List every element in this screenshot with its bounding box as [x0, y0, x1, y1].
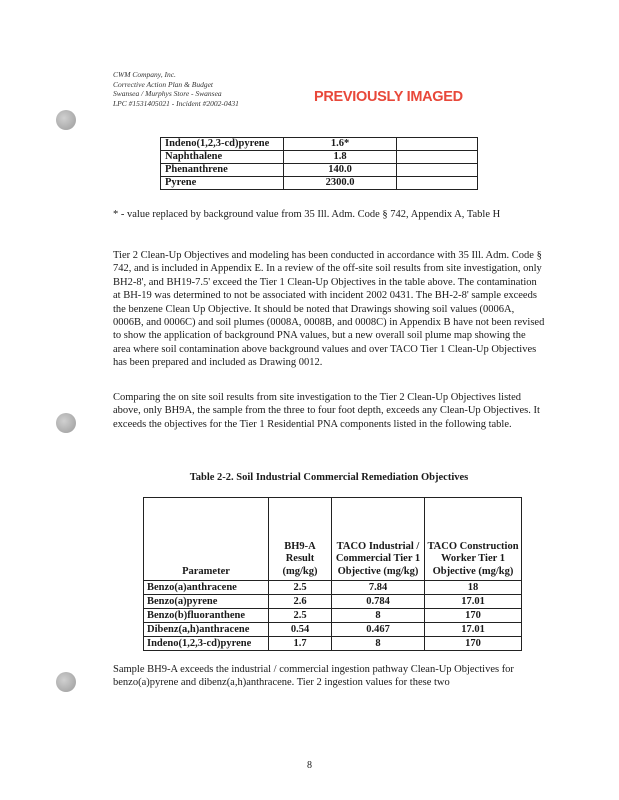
- table-cell: 140.0: [284, 164, 397, 177]
- table-cell: Indeno(1,2,3-cd)pyrene: [161, 138, 284, 151]
- table-cell: 7.84: [332, 581, 425, 595]
- table-cell: Benzo(a)anthracene: [144, 581, 269, 595]
- table-cell: 0.54: [269, 623, 332, 637]
- table-cell: Dibenz(a,h)anthracene: [144, 623, 269, 637]
- page-number: 8: [307, 760, 312, 771]
- table-row: [144, 595, 522, 609]
- table-row: [144, 581, 522, 595]
- pna-values-table: [160, 137, 478, 190]
- table-cell: 2300.0: [284, 177, 397, 190]
- paragraph-exceedance: Sample BH9-A exceeds the industrial / commercial ingestion pathway Clean-Up Objectives for benzo(a)pyrene and dibenz(a,h)anthracene. Tier 2 ingestion values for these two: [113, 664, 514, 689]
- table-cell: [397, 164, 478, 177]
- table-row: [144, 609, 522, 623]
- table-cell: Phenanthrene: [161, 164, 284, 177]
- table-cell: 2.6: [269, 595, 332, 609]
- remediation-objectives-table: [143, 497, 522, 651]
- table-cell: [397, 177, 478, 190]
- column-header-result: BH9-A Result (mg/kg): [269, 498, 332, 581]
- table-row: [144, 623, 522, 637]
- table-cell: 170: [425, 609, 522, 623]
- table-cell: [397, 138, 478, 151]
- header-line: LPC #1531405021 - Incident #2002-0431: [113, 98, 239, 108]
- paragraph-tier2-objectives: Tier 2 Clean-Up Objectives and modeling has been conducted in accordance with 35 Ill. Adm. Code § 742, and is included in Appendix E. In a review of the off-site soil results from site investigation, only BH2-8', and BH19-7.5' exceed the Tier 1 Clean-Up Objectives in the table above. The contamination at BH-19 was determined to not be associated with incident 2002 0431. The BH-2-8' sample exceeds the benzene Clean Up Objective. It should be noted that Drawings showing soil values (0006A, 0006B, and 0006C) and soil plumes (0008A, 0008B, and 0008C) in Appendix B have not been revised to show the application of background PNA values, but a new overall soil plume map showing the area where soil contamination above background values and over TACO Tier 1 Clean-Up Objectives has been prepared and included as Drawing 0012.: [113, 250, 545, 369]
- header-line: Corrective Action Plan & Budget: [113, 79, 213, 89]
- table-cell: 8: [332, 609, 425, 623]
- table-row: [144, 637, 522, 651]
- punch-hole-top: [56, 110, 76, 130]
- table-cell: 1.6*: [284, 138, 397, 151]
- table-cell: 0.784: [332, 595, 425, 609]
- previously-imaged-stamp: PREVIOUSLY IMAGED: [314, 89, 463, 105]
- header-line: Swansea / Murphys Store - Swansea: [113, 89, 222, 98]
- table-caption: Table 2-2. Soil Industrial Commercial Remediation Objectives: [189, 472, 469, 483]
- column-header-industrial: TACO Industrial / Commercial Tier 1 Objective (mg/kg): [332, 498, 425, 581]
- table-cell: Benzo(a)pyrene: [144, 595, 269, 609]
- table-cell: Indeno(1,2,3-cd)pyrene: [144, 637, 269, 651]
- table-cell: Pyrene: [161, 177, 284, 190]
- table-cell: 8: [332, 637, 425, 651]
- table-cell: 1.8: [284, 151, 397, 164]
- table-cell: 1.7: [269, 637, 332, 651]
- table-cell: Naphthalene: [161, 151, 284, 164]
- table-row: [161, 151, 478, 164]
- table-header-row: [144, 498, 522, 581]
- table-row: [161, 164, 478, 177]
- table-cell: 17.01: [425, 595, 522, 609]
- footnote: * - value replaced by background value from 35 Ill. Adm. Code § 742, Appendix A, Table H: [113, 209, 501, 220]
- table-cell: 2.5: [269, 581, 332, 595]
- table-row: [161, 138, 478, 151]
- table-cell: 0.467: [332, 623, 425, 637]
- header-line: CWM Company, Inc.: [113, 70, 176, 79]
- table-cell: 17.01: [425, 623, 522, 637]
- paragraph-onsite-comparison: Comparing the on site soil results from site investigation to the Tier 2 Clean-Up Objectives listed above, only BH9A, the sample from the three to four foot depth, exceeds any Clean-Up Objectives. It exceeds the objectives for the Tier 1 Residential PNA components listed in the following table.: [113, 392, 540, 430]
- punch-hole-middle: [56, 413, 76, 433]
- table-cell: 2.5: [269, 609, 332, 623]
- column-header-parameter: Parameter: [144, 498, 269, 581]
- table-cell: [397, 151, 478, 164]
- table-cell: 18: [425, 581, 522, 595]
- document-header: [113, 70, 239, 108]
- table-row: [161, 177, 478, 190]
- table-cell: 170: [425, 637, 522, 651]
- punch-hole-bottom: [56, 672, 76, 692]
- table-cell: Benzo(b)fluoranthene: [144, 609, 269, 623]
- column-header-construction: TACO Construction Worker Tier 1 Objective (mg/kg): [425, 498, 522, 581]
